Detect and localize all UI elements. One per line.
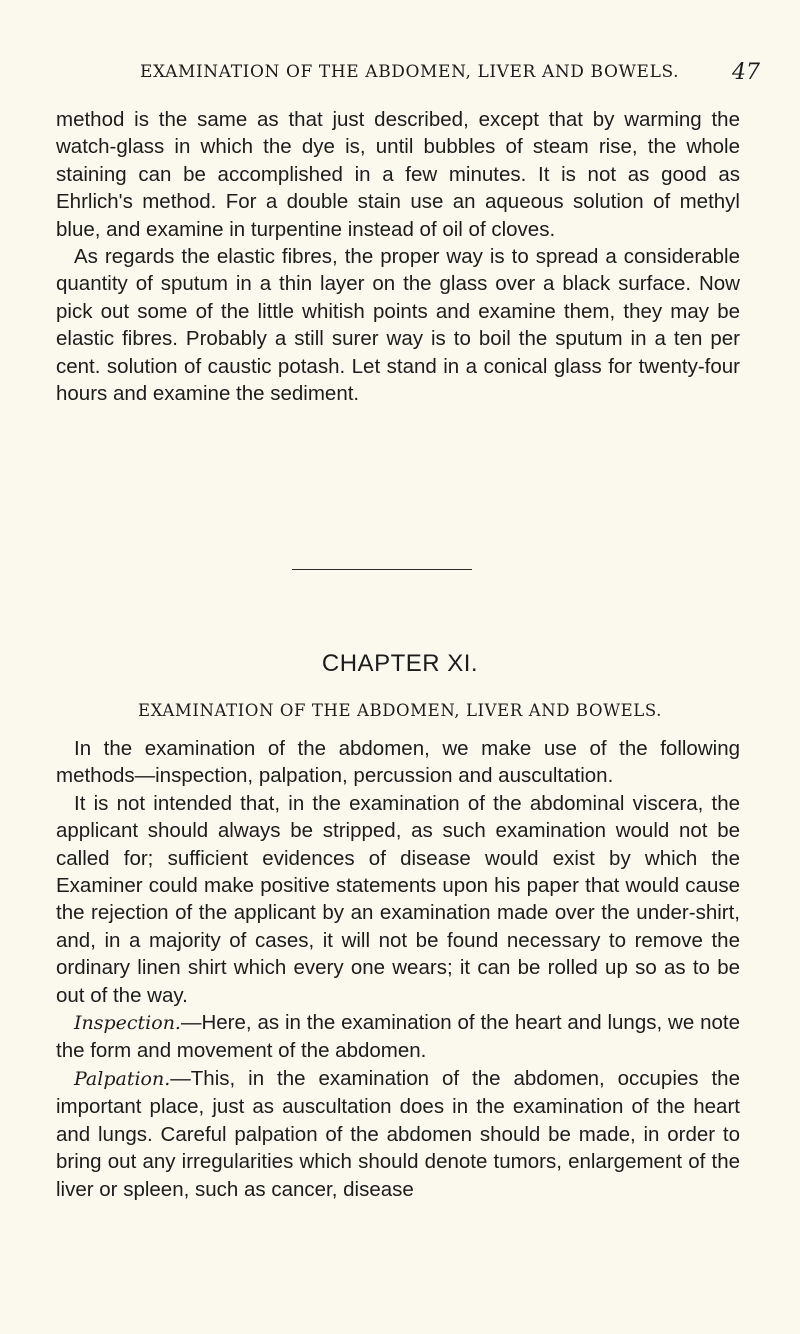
page-number: 47 [732,60,760,85]
chapter-subtitle: EXAMINATION OF THE ABDOMEN, LIVER AND BOWELS. [137,701,663,720]
palpation-heading: Palpation. [74,1067,171,1090]
paragraph-methods: In the examination of the abdomen, we make use of the following methods—inspection, palpation, percussion and auscultation. [56,737,740,788]
inspection-text: —Here, as in the examination of the heart and lungs, we note the form and movement of the abdomen. [56,1011,740,1063]
inspection-heading: Inspection. [74,1012,181,1035]
paragraph-palpation [56,1065,740,1203]
chapter-text-block [56,735,740,1203]
running-title: EXAMINATION OF THE ABDOMEN, LIVER AND BOWELS. [140,62,680,82]
paragraph-staining-method: method is the same as that just described, except that by warming the watch-glass in which the dye is, until bubbles of steam rise, the whole staining can be accomplished in a few minutes. It is not as good as Ehrlich's method. For a double stain use an aqueous solution of methyl blue, and examine in turpentine instead of oil of cloves. [56,108,740,241]
section-divider [292,569,472,570]
paragraph-stripping: It is not intended that, in the examination of the abdominal viscera, the applicant should always be stripped, as such examination would not be called for; sufficient evidences of disease would exist by which the Examiner could make positive statements upon his paper that would cause the rejection of the applicant by an examination made over the under-shirt, and, in a majority of cases, it will not be found necessary to remove the ordinary linen shirt which every one wears; it can be rolled up so as to be out of the way. [56,791,740,1007]
running-head [40,62,760,90]
paragraph-inspection [56,1009,740,1065]
paragraph-elastic-fibres: As regards the elastic fibres, the proper way is to spread a considerable quantity of sputum in a thin layer on the glass over a black surface. Now pick out some of the little whitish points and examine them, they may be elastic fibres. Probably a still surer way is to boil the sputum in a ten per cent. solution of caustic potash. Let stand in a conical glass for twenty-four hours and examine the sediment. [56,245,740,406]
palpation-text: —This, in the examination of the abdomen, occupies the important place, just as auscultation does in the examination of the heart and lungs. Careful palpation of the abdomen should be made, in order to bring out any irregularities which should denote tumors, enlargement of the liver or spleen, such as cancer, disease [56,1066,740,1201]
continued-text-block [56,106,740,407]
chapter-title: CHAPTER XI. [321,650,479,677]
